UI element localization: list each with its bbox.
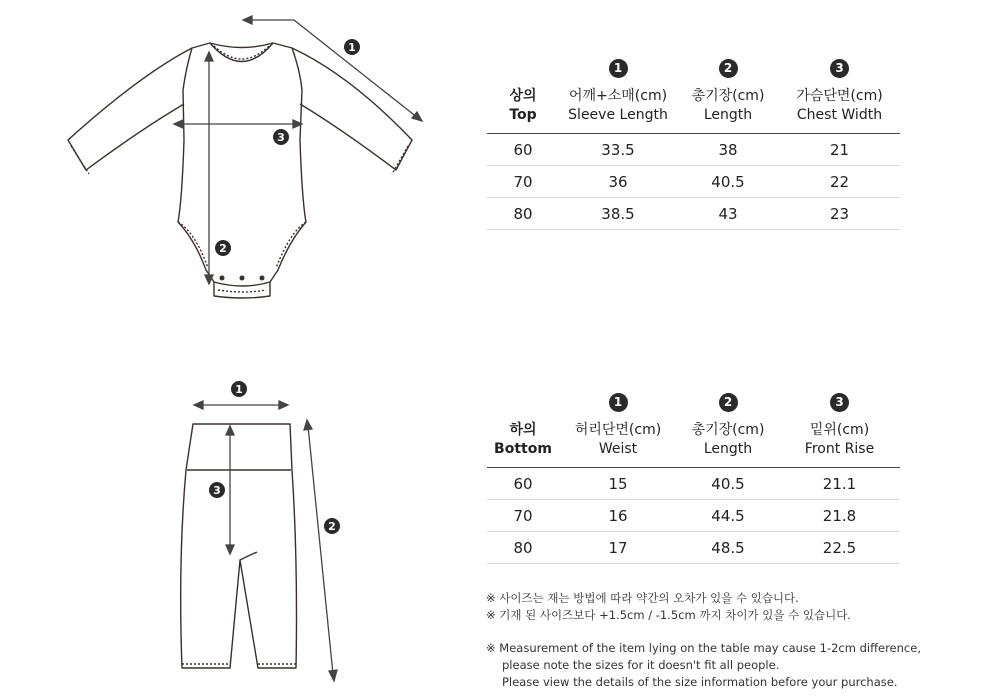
marker-3: 3 [213, 484, 221, 497]
value-cell: 38.5 [559, 198, 677, 230]
bottom-size-table [487, 392, 900, 564]
column-header-ko: 밑위(cm) [809, 422, 870, 438]
value-cell: 36 [559, 166, 677, 198]
bodysuit-illustration [0, 0, 470, 330]
size-cell: 70 [487, 500, 559, 532]
column-header-ko: 총기장(cm) [691, 88, 765, 104]
pants-illustration [150, 370, 350, 697]
value-cell: 15 [559, 468, 677, 500]
value-cell: 22.5 [779, 532, 900, 564]
table-row [487, 500, 900, 532]
value-cell: 21 [779, 134, 900, 166]
marker-1: 1 [609, 393, 628, 412]
size-cell: 80 [487, 198, 559, 230]
top-size-table [487, 58, 900, 230]
column-header-ko: 가슴단면(cm) [796, 88, 883, 104]
value-cell: 43 [677, 198, 779, 230]
table-row [487, 532, 900, 564]
column-header-en: Front Rise [804, 441, 875, 457]
category-ko: 하의 [509, 422, 537, 438]
category-en: Top [509, 107, 537, 123]
value-cell: 22 [779, 166, 900, 198]
table-row [487, 468, 900, 500]
table-row [487, 166, 900, 198]
table-row [487, 134, 900, 166]
note-ko-2: ※ 기재 된 사이즈보다 +1.5cm / -1.5cm 까지 차이가 있을 수 있습니다. [486, 608, 851, 622]
column-header-ko: 허리단면(cm) [574, 422, 662, 438]
note-en-1: ※ Measurement of the item lying on the table may cause 1-2cm difference, [486, 641, 921, 655]
value-cell: 23 [779, 198, 900, 230]
value-cell: 40.5 [677, 468, 779, 500]
table-header [487, 78, 900, 134]
marker-2: 2 [219, 242, 227, 255]
value-cell: 40.5 [677, 166, 779, 198]
value-cell: 21.1 [779, 468, 900, 500]
size-cell: 60 [487, 134, 559, 166]
note-en-3: Please view the details of the size information before your purchase. [502, 675, 898, 689]
column-header-en: Chest Width [796, 107, 883, 123]
marker-3: 3 [830, 59, 849, 78]
column-header-en: Length [703, 107, 753, 123]
column-markers [487, 392, 900, 412]
value-cell: 21.8 [779, 500, 900, 532]
column-header-en: Sleeve Length [568, 107, 668, 123]
value-cell: 44.5 [677, 500, 779, 532]
table-row [487, 198, 900, 230]
size-cell: 60 [487, 468, 559, 500]
size-cell: 80 [487, 532, 559, 564]
marker-3: 3 [277, 131, 285, 144]
marker-1: 1 [609, 59, 628, 78]
size-notes [486, 590, 921, 691]
value-cell: 17 [559, 532, 677, 564]
table-header [487, 412, 900, 468]
value-cell: 48.5 [677, 532, 779, 564]
size-cell: 70 [487, 166, 559, 198]
column-header-en: Weist [598, 441, 638, 457]
column-header-ko: 총기장(cm) [691, 422, 765, 438]
value-cell: 38 [677, 134, 779, 166]
marker-1: 1 [235, 383, 243, 396]
marker-2: 2 [328, 520, 336, 533]
marker-3: 3 [830, 393, 849, 412]
note-en-2: please note the sizes for it doesn't fit all people. [502, 658, 780, 672]
value-cell: 16 [559, 500, 677, 532]
value-cell: 33.5 [559, 134, 677, 166]
category-en: Bottom [494, 441, 552, 457]
marker-2: 2 [719, 59, 738, 78]
marker-1: 1 [348, 41, 356, 54]
category-ko: 상의 [509, 88, 537, 104]
column-header-en: Length [703, 441, 753, 457]
column-markers [487, 58, 900, 78]
column-header-ko: 어깨+소매(cm) [568, 88, 668, 104]
note-ko-1: ※ 사이즈는 재는 방법에 따라 약간의 오차가 있을 수 있습니다. [486, 591, 799, 605]
marker-2: 2 [719, 393, 738, 412]
